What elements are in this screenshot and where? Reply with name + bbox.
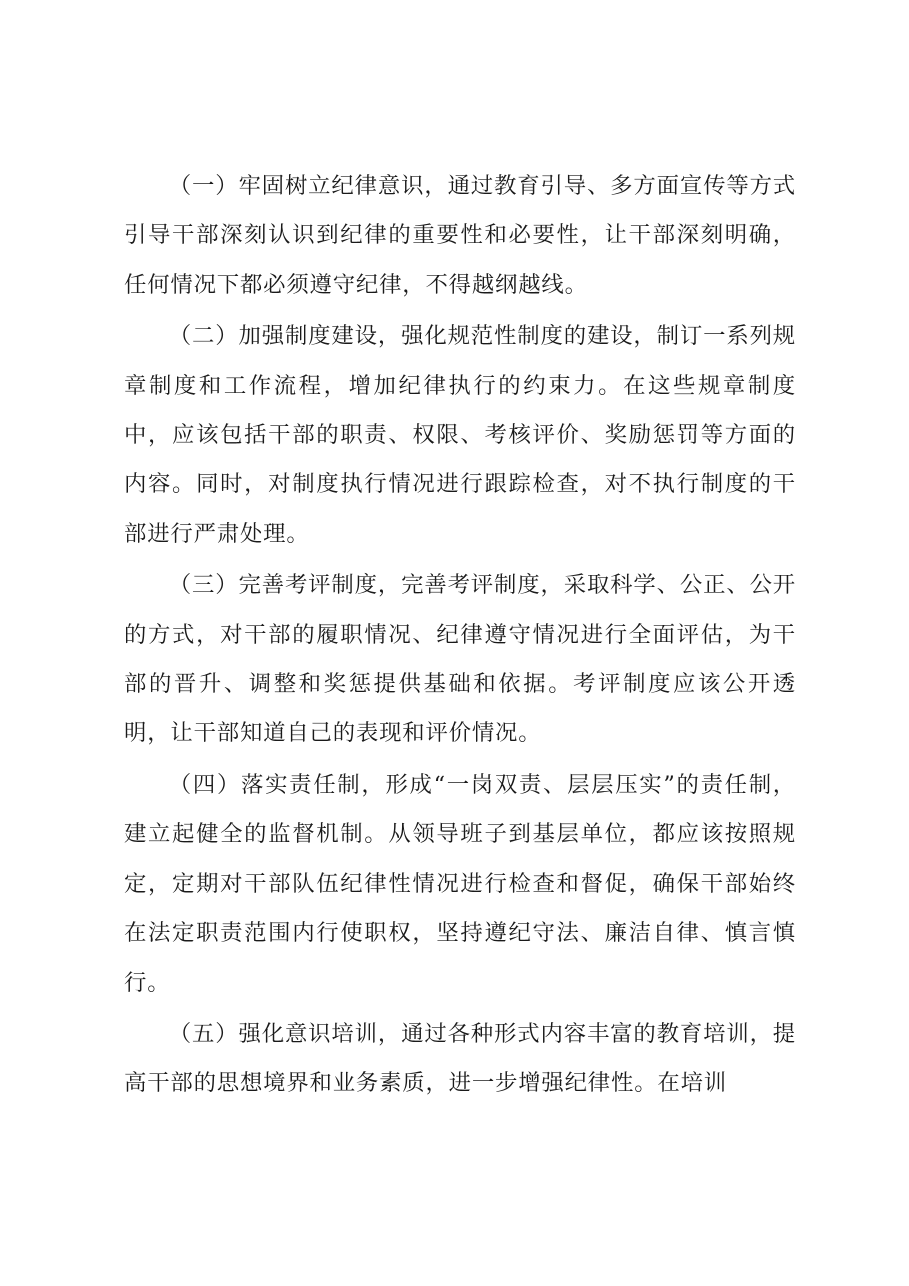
document-body: [124, 162, 796, 1111]
paragraph-2: （二）加强制度建设，强化规范性制度的建设，制订一系列规章制度和工作流程，增加纪律执行的约束力。在这些规章制度中，应该包括干部的职责、权限、考核评价、奖励惩罚等方面的内容。同时，对制度执行情况进行跟踪检查，对不执行制度的干部进行严肃处理。: [124, 323, 796, 547]
paragraph-5: （五）强化意识培训，通过各种形式内容丰富的教育培训，提高干部的思想境界和业务素质，进一步增强纪律性。在培训: [124, 1020, 796, 1097]
paragraph-3: （三）完善考评制度，完善考评制度，采取科学、公正、公开的方式，对干部的履职情况、纪律遵守情况进行全面评估，为干部的晋升、调整和奖惩提供基础和依据。考评制度应该公开透明，让干部知道自己的表现和评价情况。: [124, 572, 796, 747]
paragraph-4: （四）落实责任制，形成“一岗双责、层层压实”的责任制，建立起健全的监督机制。从领导班子到基层单位，都应该按照规定，定期对干部队伍纪律性情况进行检查和督促，确保干部始终在法定职责范围内行使职权，坚持遵纪守法、廉洁自律、慎言慎行。: [124, 771, 796, 996]
paragraph-1: （一）牢固树立纪律意识，通过教育引导、多方面宣传等方式引导干部深刻认识到纪律的重要性和必要性，让干部深刻明确，任何情况下都必须遵守纪律，不得越纲越线。: [124, 173, 796, 298]
